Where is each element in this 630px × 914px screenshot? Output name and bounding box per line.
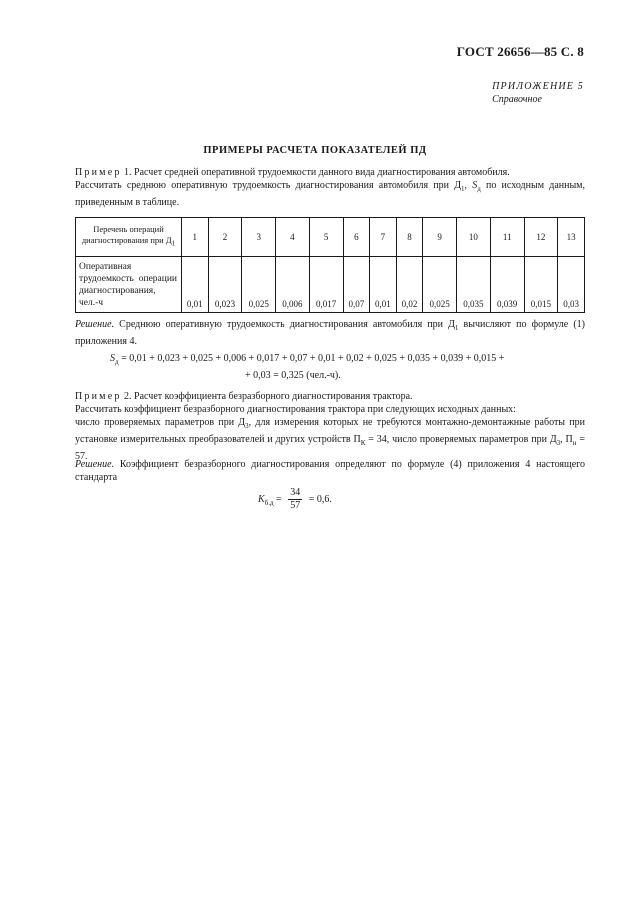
example-2-text bbox=[75, 390, 585, 463]
solution-1-text bbox=[75, 318, 585, 348]
table-row bbox=[76, 257, 585, 313]
appendix-number: ПРИЛОЖЕНИЕ 5 bbox=[492, 81, 584, 92]
formula-1-lhs-sub: д bbox=[115, 358, 119, 366]
column-header: 2 bbox=[208, 218, 242, 257]
appendix-type: Справочное bbox=[492, 94, 542, 105]
example-1-task bbox=[75, 179, 585, 209]
formula-2-result: = 0,6. bbox=[308, 493, 332, 505]
table-header-label bbox=[76, 218, 182, 257]
column-header: 13 bbox=[558, 218, 585, 257]
formula-1-sum: = 0,01 + 0,023 + 0,025 + 0,006 + 0,017 + 0,07 + 0,01 + 0,02 + 0,025 + 0,035 + 0,039 + 0,015 + bbox=[118, 353, 505, 364]
example-1-task-a: Рассчитать среднюю оперативную трудоемкость диагностирования автомобиля при Д bbox=[75, 180, 462, 191]
table-cell: 0,01 bbox=[182, 257, 209, 313]
example-2-data-e: = 57. bbox=[75, 434, 586, 462]
example-1-word: Пример bbox=[75, 167, 122, 178]
column-header: 7 bbox=[370, 218, 397, 257]
solution-1-text-b: вычисляют по формуле (1) приложения 4. bbox=[75, 319, 585, 347]
table-header-row bbox=[76, 218, 585, 257]
example-2-data-c: = 34, число проверяемых параметров при Д bbox=[365, 434, 557, 445]
example-1-text bbox=[75, 166, 585, 209]
example-2-data-sub-3: 3 bbox=[556, 439, 561, 447]
formula-2-lhs: K bbox=[258, 493, 265, 505]
example-2-data-sub-4: н bbox=[572, 439, 577, 447]
table-cell: 0,07 bbox=[343, 257, 370, 313]
table-cell: 0,017 bbox=[309, 257, 343, 313]
example-2-data-d: , П bbox=[560, 434, 573, 445]
column-header: 10 bbox=[457, 218, 491, 257]
table-cell: 0,02 bbox=[396, 257, 423, 313]
solution-2-body: Коэффициент безразборного диагностирования определяют по формуле (4) приложения 4 настоящего стандарта bbox=[75, 459, 585, 483]
solution-2-word: Решение. bbox=[75, 459, 115, 470]
formula-2-denominator: 57 bbox=[290, 500, 301, 511]
column-header: 5 bbox=[309, 218, 343, 257]
table-cell: 0,039 bbox=[490, 257, 524, 313]
table-cell: 0,035 bbox=[457, 257, 491, 313]
example-1-task-b: , bbox=[464, 180, 473, 191]
column-header: 6 bbox=[343, 218, 370, 257]
table-header-sub: 1 bbox=[171, 239, 176, 248]
formula-2-fraction bbox=[288, 487, 302, 512]
formula-2-equals: = bbox=[276, 493, 282, 505]
example-1-task-sub: 1 bbox=[461, 185, 465, 193]
formula-2 bbox=[258, 487, 332, 512]
s-symbol-sub: д bbox=[477, 185, 481, 193]
table-cell: 0,025 bbox=[242, 257, 276, 313]
table-header-text: Перечень операций диагностирования при Д bbox=[81, 224, 172, 246]
operations-table bbox=[75, 217, 585, 313]
table-cell: 0,006 bbox=[276, 257, 310, 313]
formula-1 bbox=[110, 352, 590, 382]
example-2-data-sub-1: 3 bbox=[245, 422, 249, 430]
column-header: 12 bbox=[524, 218, 558, 257]
formula-1-line-1 bbox=[110, 352, 590, 369]
solution-1-text-a: Среднюю оперативную трудоемкость диагностирования автомобиля при Д bbox=[114, 319, 455, 330]
column-header: 9 bbox=[423, 218, 457, 257]
column-header: 4 bbox=[276, 218, 310, 257]
column-header: 11 bbox=[490, 218, 524, 257]
column-header: 3 bbox=[242, 218, 276, 257]
column-header: 1 bbox=[182, 218, 209, 257]
table-cell: 0,015 bbox=[524, 257, 558, 313]
formula-2-numerator: 34 bbox=[290, 487, 301, 498]
formula-1-line-2: + 0,03 = 0,325 (чел.-ч). bbox=[245, 370, 341, 381]
example-2-data-a: число проверяемых параметров при Д bbox=[75, 417, 246, 428]
s-symbol: S bbox=[472, 180, 478, 191]
example-1-task-c: по исходным данным, приведенным в таблице. bbox=[75, 180, 586, 208]
example-2-heading: 2. Расчет коэффициента безразборного диагностирования трактора. bbox=[124, 391, 413, 402]
section-title: ПРИМЕРЫ РАСЧЕТА ПОКАЗАТЕЛЕЙ ПД bbox=[203, 145, 427, 156]
row-label: Оперативная трудоемкость операции диагностирования, чел.-ч bbox=[76, 257, 182, 313]
formula-1-lhs: S bbox=[110, 353, 115, 364]
table-cell: 0,023 bbox=[208, 257, 242, 313]
solution-2-text bbox=[75, 458, 585, 484]
solution-1-sub: 1 bbox=[454, 324, 459, 332]
formula-2-lhs-sub: б.д bbox=[264, 498, 274, 507]
table-cell: 0,03 bbox=[558, 257, 585, 313]
example-2-data-sub-2: К bbox=[360, 439, 366, 447]
table-cell: 0,01 bbox=[370, 257, 397, 313]
example-2-word: Пример bbox=[75, 391, 122, 402]
appendix-label bbox=[492, 80, 584, 106]
column-header: 8 bbox=[396, 218, 423, 257]
example-2-task: Рассчитать коэффициент безразборного диагностирования трактора при следующих исходных данных: bbox=[75, 404, 516, 415]
page-header: ГОСТ 26656—85 С. 8 bbox=[456, 44, 584, 59]
solution-1-word: Решение. bbox=[75, 319, 115, 330]
table-cell: 0,025 bbox=[423, 257, 457, 313]
example-1-heading: 1. Расчет средней оперативной трудоемкости данного вида диагностирования автомобиля. bbox=[124, 167, 510, 178]
example-2-data bbox=[75, 416, 585, 463]
example-2-data-b: , для измерения которых не требуются монтажно-демонтажные работы при установке измерительных преобразователей и других устройств П bbox=[75, 417, 585, 445]
